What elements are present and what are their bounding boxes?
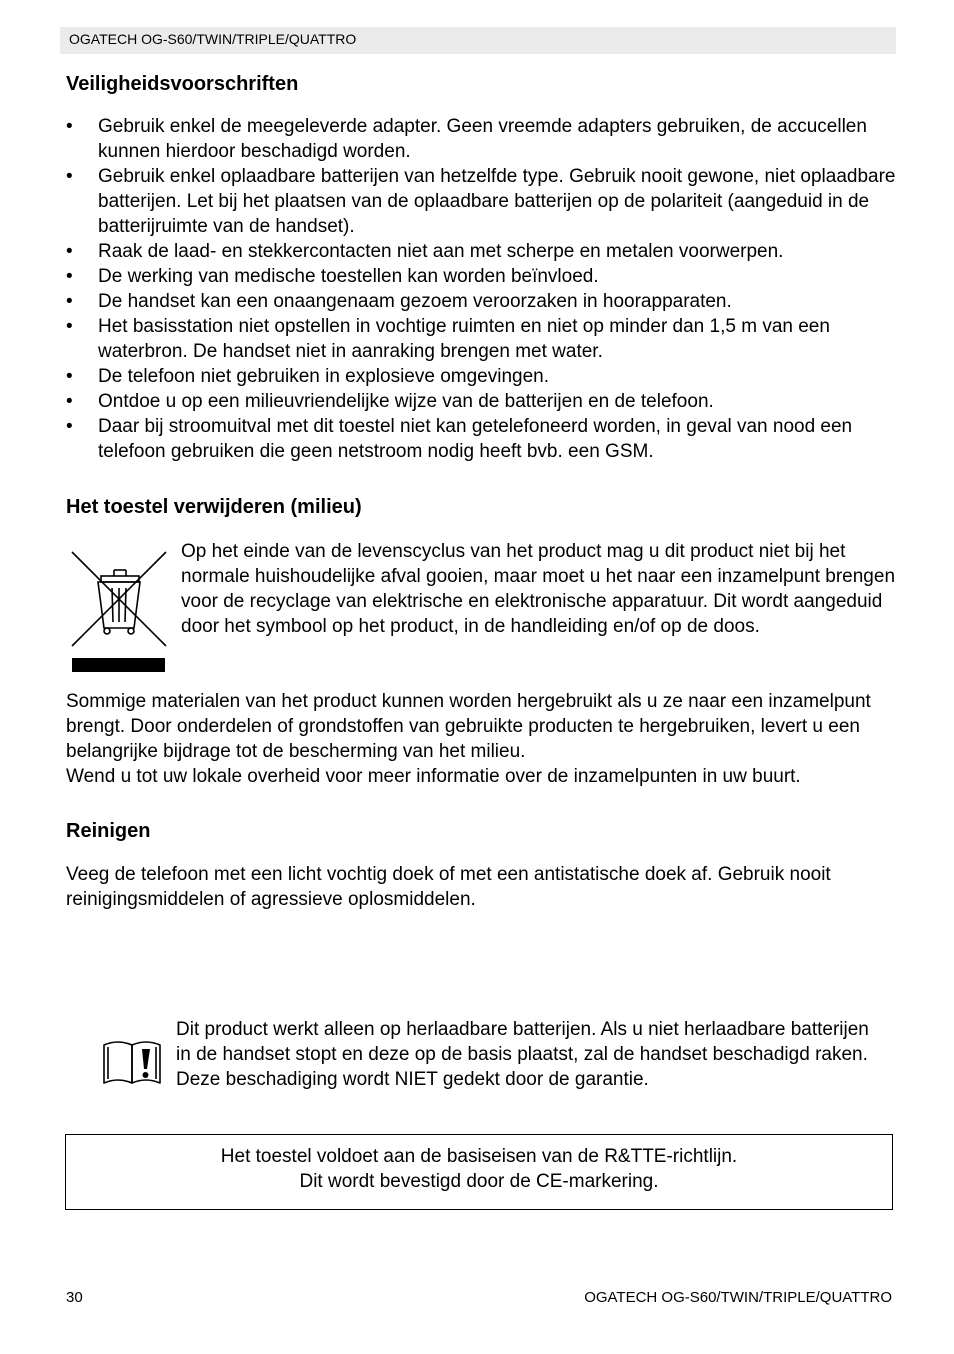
list-item: • Daar bij stroomuitval met dit toestel niet kan getelefoneerd worden, in geval van nood een telefoon gebruiken die geen netstroom nodig heeft bvb. een GSM. (66, 414, 896, 464)
compliance-box (65, 1134, 893, 1210)
list-item: • Ontdoe u op een milieuvriendelijke wijze van de batterijen en de telefoon. (66, 389, 896, 414)
environment-paragraph-2: Wend u tot uw lokale overheid voor meer informatie over de inzamelpunten in uw buurt. (66, 766, 801, 787)
page-number: 30 (66, 1289, 83, 1306)
list-item: • De handset kan een onaangenaam gezoem veroorzaken in hoorapparaten. (66, 289, 896, 314)
battery-notice: Dit product werkt alleen op herlaadbare batterijen. Als u niet herlaadbare batterijen in de handset stopt en deze op de basis plaatst, zal de handset beschadigd raken. Deze beschadiging wordt NIET gedekt door de garantie. (176, 1019, 869, 1090)
page-header (60, 27, 896, 54)
list-item: • De telefoon niet gebruiken in explosieve omgevingen. (66, 364, 896, 389)
compliance-line-2: Dit wordt bevestigd door de CE-markering. (299, 1171, 659, 1192)
manual-warning-icon (100, 1035, 164, 1087)
cleaning-heading: Reinigen (66, 820, 151, 842)
weee-crossed-bin-icon (70, 548, 168, 674)
cleaning-text: Veeg de telefoon met een licht vochtig doek of met een antistatische doek af. Gebruik nooit reinigingsmiddelen of agressieve oplosmiddelen. (66, 864, 831, 910)
weee-text: Op het einde van de levenscyclus van het product mag u dit product niet bij het normale huishoudelijke afval gooien, maar moet u het naar een inzamelpunt brengen voor de recyclage van elektrische en elektronische apparatuur. Dit wordt aangeduid door het symbool op het product, in de handleiding en/of op de doos. (181, 541, 896, 637)
list-item: • Raak de laad- en stekkercontacten niet aan met scherpe en metalen voorwerpen. (66, 239, 896, 264)
list-item: • Gebruik enkel oplaadbare batterijen van hetzelfde type. Gebruik nooit gewone, niet oplaadbare batterijen. Let bij het plaatsen van de oplaadbare batterijen op de polariteit (aangeduid in de batterijruimte van de handset). (66, 164, 896, 239)
list-item: • De werking van medische toestellen kan worden beïnvloed. (66, 264, 896, 289)
header-title: OGATECH OG-S60/TWIN/TRIPLE/QUATTRO (69, 31, 357, 47)
list-item: • Gebruik enkel de meegeleverde adapter. Geen vreemde adapters gebruiken, de accucellen kunnen hierdoor beschadigd worden. (66, 114, 896, 164)
environment-paragraph: Sommige materialen van het product kunnen worden hergebruikt als u ze naar een inzamelpunt brengt. Door onderdelen of grondstoffen van gebruikte producten te hergebruiken, levert u een belangrijke bijdrage tot de bescherming van het milieu. (66, 691, 871, 762)
safety-heading: Veiligheidsvoorschriften (66, 73, 299, 95)
environment-heading: Het toestel verwijderen (milieu) (66, 496, 362, 518)
footer-product: OGATECH OG-S60/TWIN/TRIPLE/QUATTRO (584, 1289, 892, 1306)
list-item: • Het basisstation niet opstellen in vochtige ruimten en niet op minder dan 1,5 m van een waterbron. De handset niet in aanraking brengen met water. (66, 314, 896, 364)
compliance-line-1: Het toestel voldoet aan de basiseisen van de R&TTE-richtlijn. (220, 1146, 738, 1167)
safety-list (66, 114, 896, 464)
